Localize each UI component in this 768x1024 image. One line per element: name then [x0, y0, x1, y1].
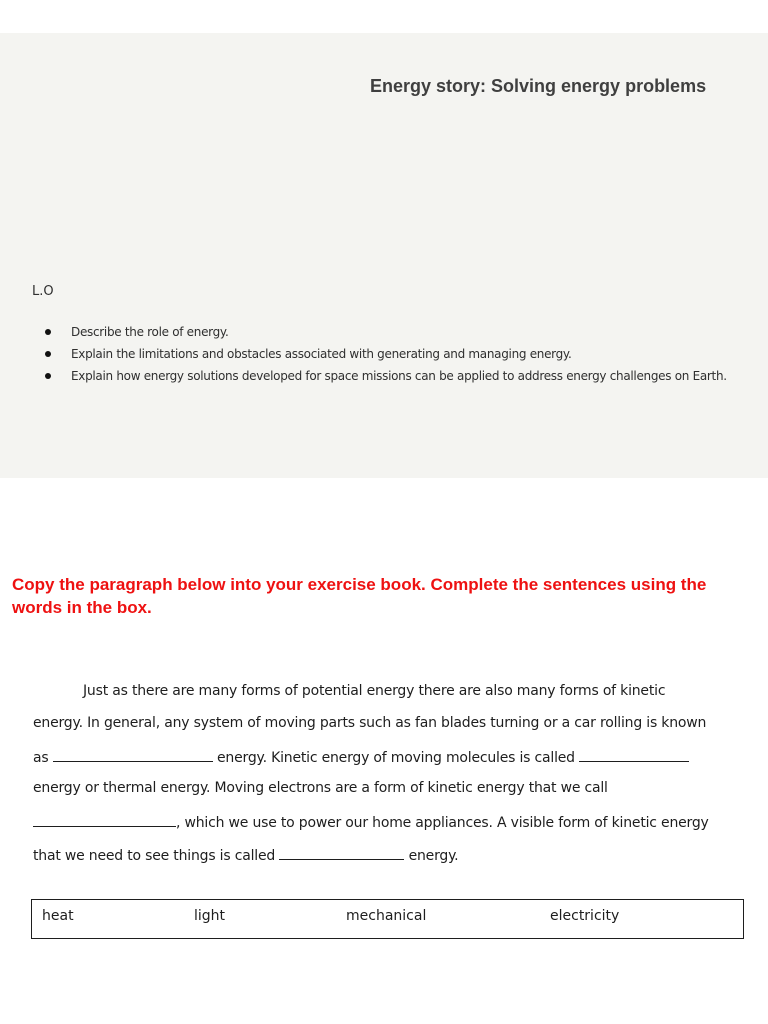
- objective-item: [45, 321, 727, 343]
- word-bank-item: mechanical: [346, 908, 427, 924]
- learning-objectives-label: L.O: [32, 284, 54, 299]
- objective-text: Explain the limitations and obstacles associated with generating and managing energy.: [71, 347, 572, 361]
- paragraph-line-2: energy. In general, any system of moving parts such as fan blades turning or a car rolling is known: [33, 715, 707, 731]
- paragraph-text: , which we use to power our home appliances. A visible form of kinetic energy: [176, 815, 709, 831]
- answer-blank[interactable]: [279, 845, 404, 860]
- paragraph-text: as: [33, 750, 49, 766]
- objective-item: [45, 343, 727, 365]
- paragraph-text: energy.: [408, 848, 459, 864]
- paragraph-text: that we need to see things is called: [33, 848, 276, 864]
- paragraph-line-3: [33, 747, 689, 766]
- word-bank-item: heat: [42, 908, 74, 924]
- learning-objectives-list: [45, 321, 727, 387]
- answer-blank[interactable]: [579, 747, 689, 762]
- word-bank-item: electricity: [550, 908, 620, 924]
- answer-blank[interactable]: [53, 747, 213, 762]
- paragraph-line-6: [33, 845, 458, 864]
- paragraph-line-1: Just as there are many forms of potential energy there are also many forms of kinetic: [83, 683, 666, 699]
- objective-item: [45, 365, 727, 387]
- paragraph-text: energy. Kinetic energy of moving molecules is called: [217, 750, 575, 766]
- objective-text: Describe the role of energy.: [71, 325, 229, 339]
- bullet-icon: [45, 373, 51, 379]
- answer-blank[interactable]: [33, 812, 176, 827]
- word-bank-item: light: [194, 908, 226, 924]
- instruction-text: Copy the paragraph below into your exercise book. Complete the sentences using the words in the box.: [12, 575, 707, 617]
- objective-text: Explain how energy solutions developed for space missions can be applied to address energy challenges on Earth.: [71, 369, 727, 383]
- bullet-icon: [45, 351, 51, 357]
- word-bank-box: [31, 899, 744, 939]
- paragraph-line-4: energy or thermal energy. Moving electrons are a form of kinetic energy that we call: [33, 780, 608, 796]
- document-title: Energy story: Solving energy problems: [370, 76, 707, 96]
- bullet-icon: [45, 329, 51, 335]
- paragraph-line-5: [33, 812, 709, 831]
- header-banner: [0, 33, 768, 478]
